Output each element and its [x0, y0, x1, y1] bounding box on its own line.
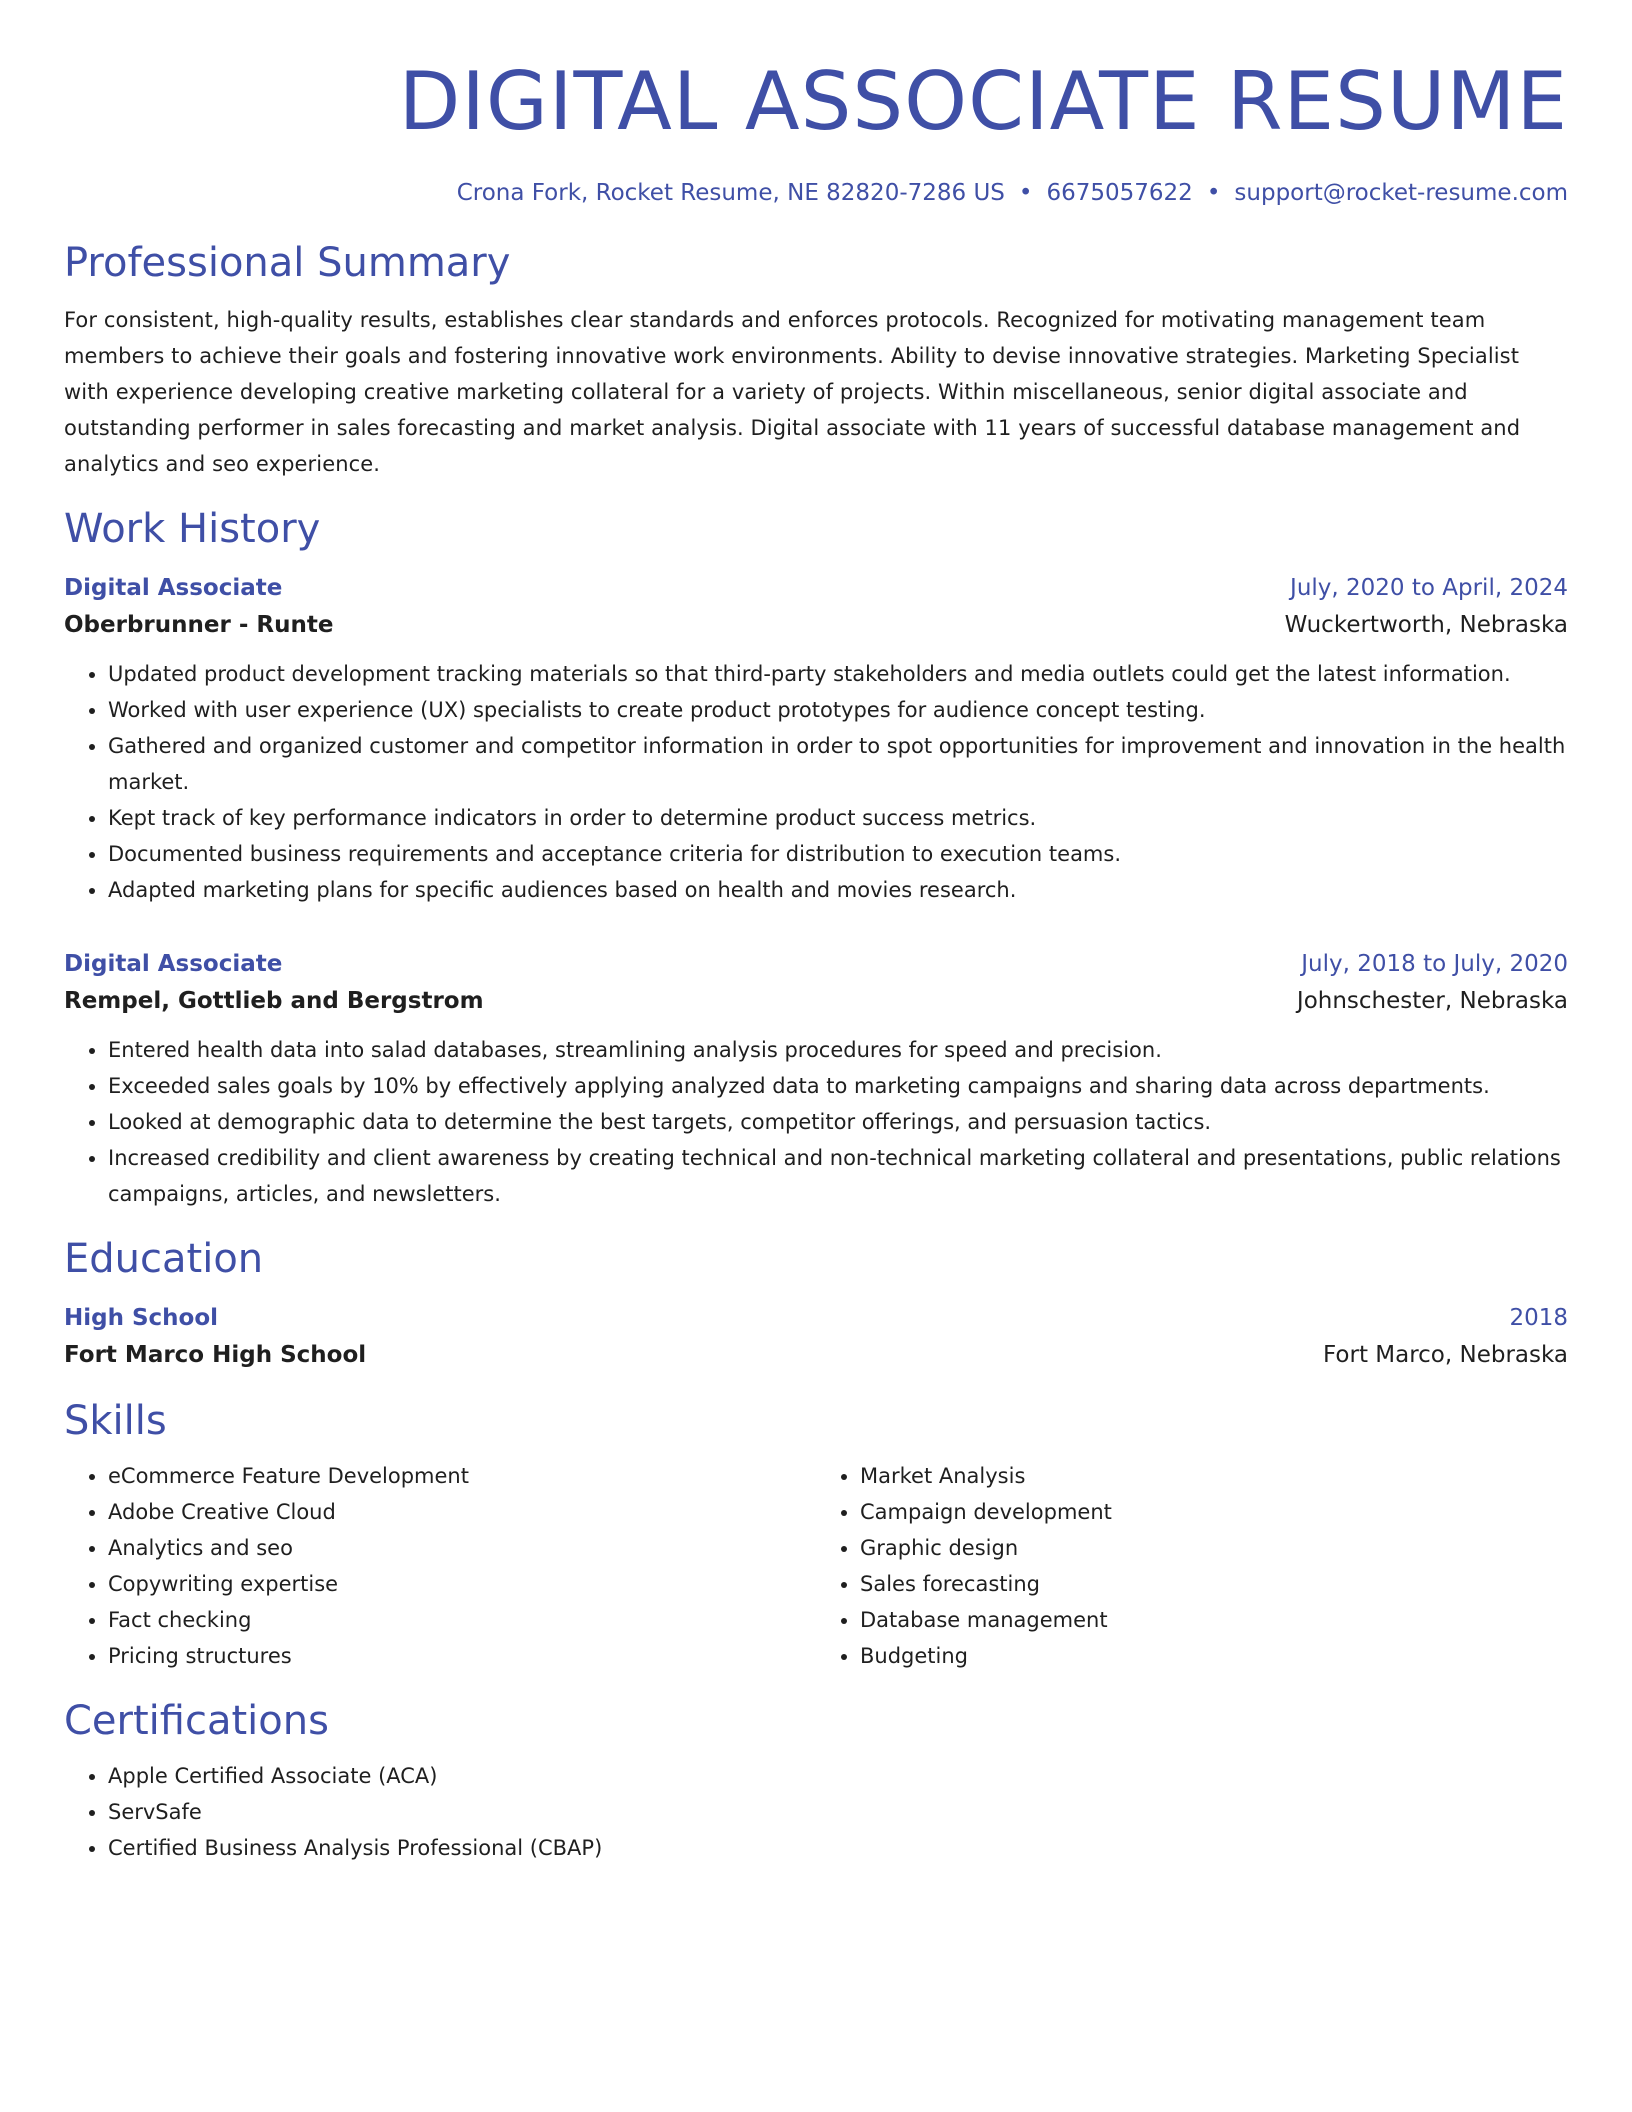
resume-title: DIGITAL ASSOCIATE RESUME — [398, 55, 1568, 148]
skills-list-right — [816, 1458, 1568, 1674]
skills-columns — [64, 1458, 1568, 1674]
skill-item: • Campaign development — [860, 1494, 1568, 1530]
skill-item: • Sales forecasting — [860, 1566, 1568, 1602]
skills-section — [64, 1396, 1568, 1674]
job-bullet: • Adapted marketing plans for specific audiences based on health and movies research. — [108, 872, 1568, 908]
job-dates: July, 2020 to April, 2024 — [1290, 575, 1568, 601]
certification-item: • Apple Certified Associate (ACA) — [108, 1758, 1568, 1794]
education-school: Fort Marco High School — [64, 1342, 367, 1368]
job-location: Johnschester, Nebraska — [1296, 988, 1568, 1014]
job-company-row — [64, 606, 1568, 644]
contact-separator: • — [1206, 180, 1221, 206]
job-title: Digital Associate — [64, 575, 283, 601]
contact-phone: 6675057622 — [1046, 180, 1193, 206]
skill-item: • Analytics and seo — [108, 1530, 816, 1566]
contact-separator: • — [1018, 180, 1033, 206]
job-title: Digital Associate — [64, 951, 283, 977]
skill-item: • Budgeting — [860, 1638, 1568, 1674]
certifications-heading: Certifications — [64, 1698, 329, 1744]
job-company: Rempel, Gottlieb and Bergstrom — [64, 988, 484, 1014]
job-bullet: • Kept track of key performance indicators in order to determine product success metrics. — [108, 800, 1568, 836]
job-bullets — [64, 656, 1568, 908]
job-title-row — [64, 946, 1568, 982]
summary-text: For consistent, high-quality results, establishes clear standards and enforces protocols. Recognized for motivating management team members to achieve their goals and fostering innovative work environments. Ability to devise innovative strategies. Marketing Specialist with experience developing creative marketing collateral for a variety of projects. Within miscellaneous, senior digital associate and outstanding performer in sales forecasting and market analysis. Digital associate with 11 years of successful database management and analytics and seo experience. — [64, 308, 1521, 476]
education-entry — [64, 1300, 1568, 1374]
job-dates: July, 2018 to July, 2020 — [1301, 951, 1568, 977]
job-bullets — [64, 1032, 1568, 1212]
job-bullet: • Updated product development tracking materials so that third-party stakeholders and media outlets could get the latest information. — [108, 656, 1568, 692]
skill-item: • eCommerce Feature Development — [108, 1458, 816, 1494]
skill-item: • Graphic design — [860, 1530, 1568, 1566]
resume-header — [64, 0, 1568, 208]
certification-item: • Certified Business Analysis Professional (CBAP) — [108, 1830, 1568, 1866]
job-company-row — [64, 982, 1568, 1020]
skill-item: • Pricing structures — [108, 1638, 816, 1674]
job-company: Oberbrunner - Runte — [64, 612, 334, 638]
work-history-section — [64, 504, 1568, 1212]
job-bullet: • Documented business requirements and acceptance criteria for distribution to execution teams. — [108, 836, 1568, 872]
skill-item: • Adobe Creative Cloud — [108, 1494, 816, 1530]
job-bullet: • Increased credibility and client awareness by creating technical and non-technical marketing collateral and presentations, public relations campaigns, articles, and newsletters. — [108, 1140, 1568, 1212]
job-entry — [64, 946, 1568, 1212]
job-bullet: • Worked with user experience (UX) specialists to create product prototypes for audience concept testing. — [108, 692, 1568, 728]
job-bullet: • Entered health data into salad databases, streamlining analysis procedures for speed and precision. — [108, 1032, 1568, 1068]
education-heading: Education — [64, 1236, 264, 1282]
skill-item: • Copywriting expertise — [108, 1566, 816, 1602]
skill-item: • Fact checking — [108, 1602, 816, 1638]
work-history-heading: Work History — [64, 506, 321, 552]
job-bullet: • Looked at demographic data to determine the best targets, competitor offerings, and persuasion tactics. — [108, 1104, 1568, 1140]
certifications-list — [64, 1758, 1568, 1866]
skills-heading: Skills — [64, 1398, 167, 1444]
job-location: Wuckertworth, Nebraska — [1284, 612, 1568, 638]
education-location: Fort Marco, Nebraska — [1323, 1342, 1568, 1368]
skills-list-left — [64, 1458, 816, 1674]
skill-item: • Market Analysis — [860, 1458, 1568, 1494]
education-school-row — [64, 1336, 1568, 1374]
contact-email[interactable]: support@rocket-resume.com — [1234, 180, 1568, 206]
summary-section — [64, 238, 1568, 482]
certifications-section — [64, 1696, 1568, 1866]
job-bullet: • Exceeded sales goals by 10% by effectively applying analyzed data to marketing campaigns and sharing data across departments. — [108, 1068, 1568, 1104]
job-bullet: • Gathered and organized customer and competitor information in order to spot opportunities for improvement and innovation in the health market. — [108, 728, 1568, 800]
education-degree: High School — [64, 1305, 219, 1331]
summary-heading: Professional Summary — [64, 240, 511, 286]
job-entry — [64, 570, 1568, 908]
education-section — [64, 1234, 1568, 1374]
skill-item: • Database management — [860, 1602, 1568, 1638]
education-degree-row — [64, 1300, 1568, 1336]
contact-address: Crona Fork, Rocket Resume, NE 82820-7286 US — [456, 180, 1005, 206]
contact-line — [64, 178, 1568, 208]
job-title-row — [64, 570, 1568, 606]
certification-item: • ServSafe — [108, 1794, 1568, 1830]
education-year: 2018 — [1509, 1305, 1568, 1331]
